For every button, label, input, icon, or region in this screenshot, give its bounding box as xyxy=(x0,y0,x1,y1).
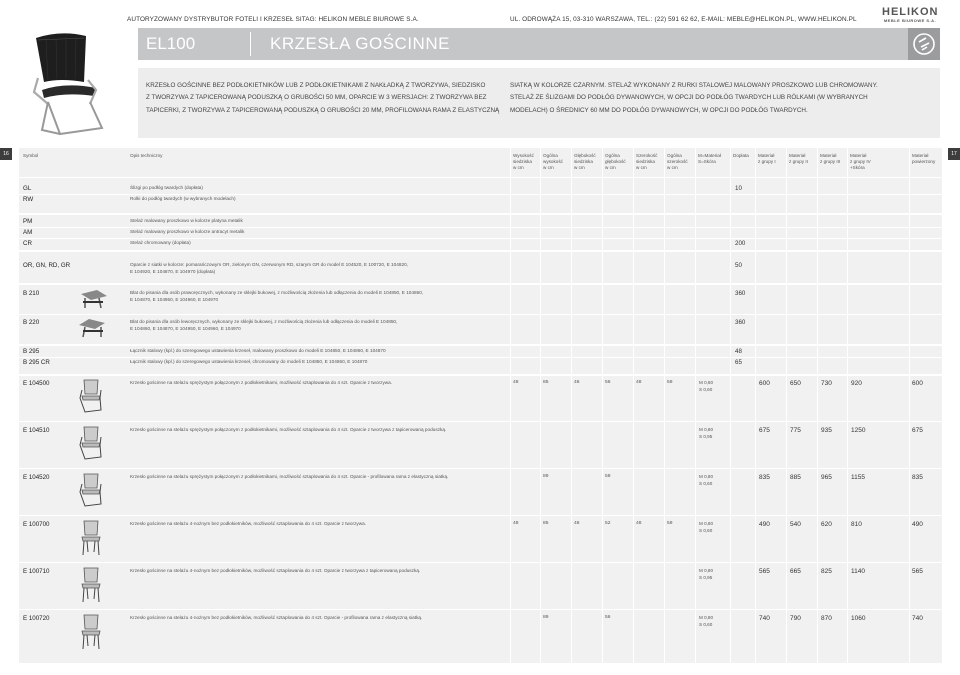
option-desc: Stelaż malowany proszkowo w kolorze antracyt metalik xyxy=(130,229,245,234)
material-line: S 0,95 xyxy=(699,574,713,580)
material-line: M 0,80 xyxy=(699,568,714,573)
option-symbol: GL xyxy=(23,185,32,192)
product-dimension: 48 xyxy=(636,521,642,526)
product-symbol: E 104520 xyxy=(23,474,50,481)
product-price: 885 xyxy=(790,474,801,481)
col-ogolna-wys: Ogólna wysokość w cm xyxy=(543,153,563,170)
col-doplata: Dopłata xyxy=(733,153,749,158)
option-desc: Ślizgi po podłóg twardych (dopłata) xyxy=(130,185,203,190)
col-opis: Opis techniczny xyxy=(130,153,163,158)
option-symbol: B 295 xyxy=(23,348,40,355)
product-price: 490 xyxy=(912,521,923,528)
option-symbol: PM xyxy=(23,218,33,225)
option-desc: Łącznik stalowy (kpl.) do szeregowego ustawienia krzeseł, chromowany do modeli E 104850, E 104860, E 104870 xyxy=(130,359,368,364)
product-price: 965 xyxy=(821,474,832,481)
material-line: S 0,60 xyxy=(699,621,713,627)
desc-line: MODELACH) O ŚREDNICY 60 MM DO PODŁÓG DYWANOWYCH, W OPCJI DO PODŁÓG TWARDYCH. xyxy=(510,106,808,114)
contact-text: UL. ODROWĄŻA 15, 03-310 WARSZAWA, TEL.: (22) 591 62 62, E-MAIL: MEBLE@HELIKON.PL, WWW.HELIKON.PL xyxy=(510,16,857,23)
row-divider xyxy=(19,515,942,516)
product-price: 920 xyxy=(851,380,862,387)
col-ogolna-szer: Ogólna szerokość w cm xyxy=(667,153,688,170)
product-material-usage xyxy=(699,521,713,534)
material-line: S 0,95 xyxy=(699,433,713,439)
chair-thumbnail xyxy=(75,425,107,463)
product-price: 600 xyxy=(912,380,923,387)
product-price: 810 xyxy=(851,521,862,528)
option-symbol: RW xyxy=(23,196,34,203)
distributor-text: AUTORYZOWANY DYSTRYBUTOR FOTELI I KRZESEŁ SITAG: HELIKON MEBLE BIUROWE S.A. xyxy=(127,16,419,23)
option-symbol: AM xyxy=(23,229,33,236)
banner-divider xyxy=(250,32,251,56)
brand-icon xyxy=(908,28,940,60)
product-price: 620 xyxy=(821,521,832,528)
product-desc: Krzesło gościnne na stelażu sprężystym połączonym z podłokietnikami, możliwość sztaplowania do 4 szt. Oparcie z tworzywa. xyxy=(130,380,393,385)
col-group-4: Materiał z grupy IV +Skóra xyxy=(850,153,871,170)
product-dimension: 85 xyxy=(543,521,549,526)
product-price: 565 xyxy=(912,568,923,575)
product-material-usage xyxy=(699,380,713,393)
col-group-1: Materiał z grupy I xyxy=(758,153,776,164)
option-symbol: OR, GN, RD, GR xyxy=(23,262,71,269)
col-szer-siedz: Szerokość siedziska w cm xyxy=(636,153,658,170)
chair-thumbnail xyxy=(75,566,107,604)
option-surcharge: 50 xyxy=(735,262,742,269)
product-price: 1140 xyxy=(851,568,865,575)
product-price: 665 xyxy=(790,568,801,575)
desc-line: TAPICERKI, Z TWORZYWA Z TAPICEROWANĄ PODUSZKĄ O GRUBOŚCI 20 MM, PROFILOWANA RAMA Z ELASTYCZNĄ xyxy=(146,106,500,114)
product-desc: Krzesło gościnne na stelażu sprężystym połączonym z podłokietnikami, możliwość sztaplowania do 4 szt. Oparcie - profilowana rama z elastyczną siatką. xyxy=(130,474,449,479)
page-number-right: 17 xyxy=(948,148,960,160)
option-desc: Blat do pisania dla osób praworęcznych, wykonany ze sklejki bukowej, z możliwością złożenia lub odłączenia do modeli E 104850, E 104860, E 104870, E 104950, E 104960, E 104970 xyxy=(130,290,424,302)
desc-line: KRZESŁO GOŚCINNE BEZ PODŁOKIETNIKÓW LUB Z PODŁOKIETNIKAMI Z NAKŁADKĄ Z TWORZYWA, SIEDZISKO xyxy=(146,82,486,89)
option-symbol: B 295 CR xyxy=(23,359,50,366)
product-price: 1250 xyxy=(851,427,866,434)
product-material-usage xyxy=(699,427,713,440)
chair-thumbnail xyxy=(75,519,107,557)
product-price: 1155 xyxy=(851,474,865,481)
product-desc: Krzesło gościnne na stelażu sprężystym połączonym z podłokietnikami, możliwość sztaplowania do 4 szt. Oparcie z tworzywa z tapicerowaną poduszką. xyxy=(130,427,447,432)
chair-thumbnail xyxy=(75,613,107,651)
option-desc: Stelaż chromowany (dopłata) xyxy=(130,240,191,245)
desc-line: STELAŻ ZE ŚLIZGAMI DO PODŁÓG DYWANOWYCH, W OPCJI DO PODŁÓG TWARDYCH LUB RÓLKAMI (W WYBRANYCH xyxy=(510,94,868,102)
col-powierzony: Materiał powierzony xyxy=(912,153,936,164)
row-divider xyxy=(19,421,942,422)
material-line: M 0,80 xyxy=(699,474,714,479)
option-desc: Rolki do podłóg twardych (w wybranych modelach) xyxy=(130,196,236,201)
option-surcharge: 360 xyxy=(735,290,746,297)
product-symbol: E 100720 xyxy=(23,615,50,622)
product-dimension: 89 xyxy=(543,615,549,620)
option-surcharge: 10 xyxy=(735,185,742,192)
product-material-usage xyxy=(699,568,713,581)
product-desc: Krzesło gościnne na stelażu 4-nożnym bez podłokietników, możliwość sztaplowania do 4 szt. Oparcie - profilowana rama z elastyczną siatką. xyxy=(130,615,423,620)
option-surcharge: 360 xyxy=(735,319,746,326)
row-divider xyxy=(19,562,942,563)
option-surcharge: 65 xyxy=(735,359,742,366)
option-symbol: B 210 xyxy=(23,290,40,297)
product-price: 790 xyxy=(790,615,801,622)
material-line: M 0,80 xyxy=(699,521,714,526)
product-price: 490 xyxy=(759,521,770,528)
product-price: 825 xyxy=(821,568,832,575)
col-wys-siedz: Wysokość siedziska w cm xyxy=(513,153,534,170)
model-code: EL100 xyxy=(146,34,196,53)
product-dimension: 48 xyxy=(636,380,642,385)
material-line: M 0,80 xyxy=(699,615,714,620)
product-price: 935 xyxy=(821,427,832,434)
product-price: 675 xyxy=(912,427,923,434)
product-dimension: 46 xyxy=(574,521,580,526)
product-dimension: 52 xyxy=(605,521,611,526)
product-desc: Krzesło gościnne na stelażu 4-nożnym bez podłokietników, możliwość sztaplowania do 4 szt. Oparcie z tworzywa. xyxy=(130,521,367,526)
description-left xyxy=(146,80,499,117)
product-dimension: 59 xyxy=(667,521,673,526)
option-desc: Blat do pisania dla osób leworęcznych, wykonany ze sklejki bukowej, z możliwością złożenia lub odłączenia do modeli E 104850, E 104860, E 104870, E 104950, E 104960, E 104970 xyxy=(130,319,398,331)
product-dimension: 85 xyxy=(543,380,549,385)
product-price: 835 xyxy=(912,474,923,481)
category-title: KRZESŁA GOŚCINNE xyxy=(270,34,450,53)
col-material: M=Materiał S=Skóra xyxy=(698,153,721,164)
title-banner xyxy=(138,28,940,60)
product-price: 675 xyxy=(759,427,770,434)
writing-tablet-right-image xyxy=(77,288,109,310)
product-dimension: 56 xyxy=(605,615,611,620)
col-group-3: Materiał z grupy III xyxy=(820,153,841,164)
row-divider xyxy=(19,609,942,610)
description-right xyxy=(510,80,878,117)
product-desc: Krzesło gościnne na stelażu 4-nożnym bez podłokietników, możliwość sztaplowania do 4 szt. Oparcie z tworzywa z tapicerowaną poduszką. xyxy=(130,568,421,573)
material-line: M 0,80 xyxy=(699,427,714,432)
product-price: 740 xyxy=(912,615,923,622)
material-line: M 0,80 xyxy=(699,380,714,385)
product-price: 565 xyxy=(759,568,770,575)
price-table xyxy=(19,148,942,663)
product-symbol: E 104500 xyxy=(23,380,50,387)
col-gleb-siedz: Głębokość siedziska w cm xyxy=(574,153,596,170)
chair-hero-image xyxy=(26,30,106,140)
col-ogolna-gleb: Ogólna głębokość w cm xyxy=(605,153,626,170)
page-number-left: 16 xyxy=(0,148,12,160)
description-panel xyxy=(138,68,940,138)
product-price: 740 xyxy=(759,615,770,622)
option-desc: Stelaż malowany proszkowo w kolorze platyna metalik xyxy=(130,218,243,223)
product-dimension: 46 xyxy=(574,380,580,385)
material-line: S 0,60 xyxy=(699,480,713,486)
chair-thumbnail xyxy=(75,378,107,416)
logo-sub: MEBLE BIUROWE S.A. xyxy=(883,18,937,23)
chair-thumbnail xyxy=(75,472,107,510)
product-dimension: 58 xyxy=(605,474,611,479)
product-price: 1060 xyxy=(851,615,866,622)
product-symbol: E 100710 xyxy=(23,568,50,575)
col-group-2: Materiał z grupy II xyxy=(789,153,808,164)
material-line: S 0,60 xyxy=(699,527,713,533)
product-dimension: 59 xyxy=(667,380,673,385)
desc-line: Z TWORZYWA Z TAPICEROWANĄ PODUSZKĄ O GRUBOŚCI 50 MM, OPARCIE W 3 WERSJACH: Z TWORZYWA BEZ xyxy=(146,94,487,102)
product-price: 650 xyxy=(790,380,801,387)
product-dimension: 89 xyxy=(543,474,549,479)
product-dimension: 48 xyxy=(513,521,519,526)
row-divider xyxy=(19,468,942,469)
option-surcharge: 48 xyxy=(735,348,742,355)
product-price: 600 xyxy=(759,380,770,387)
col-symbol: Symbol xyxy=(23,153,39,158)
product-price: 540 xyxy=(790,521,801,528)
product-material-usage xyxy=(699,474,713,487)
option-symbol: CR xyxy=(23,240,32,247)
product-price: 835 xyxy=(759,474,770,481)
material-line: S 0,60 xyxy=(699,386,713,392)
product-price: 870 xyxy=(821,615,832,622)
product-price: 730 xyxy=(821,380,832,387)
option-desc: Łącznik stalowy (kpl.) do szeregowego ustawienia krzeseł, malowany proszkowo do modeli E 104850, E 104860, E 104870 xyxy=(130,348,386,353)
product-dimension: 56 xyxy=(605,380,611,385)
product-price: 775 xyxy=(790,427,801,434)
option-surcharge: 200 xyxy=(735,240,746,247)
writing-tablet-left-image xyxy=(77,317,109,339)
product-material-usage xyxy=(699,615,713,628)
product-symbol: E 104510 xyxy=(23,427,50,434)
logo-name: HELIKON xyxy=(882,6,939,18)
option-desc: Oparcie z siatki w kolorze: pomarańczowym OR, zielonym GN, czerwonym RD, szarym GR do model E 104520, E 100720, E 104820, E 104920, E 104870, E 104970 (dopłata) xyxy=(130,262,408,274)
product-dimension: 48 xyxy=(513,380,519,385)
product-symbol: E 100700 xyxy=(23,521,50,528)
option-symbol: B 220 xyxy=(23,319,40,326)
desc-line: SIATKĄ W KOLORZE CZARNYM. STELAŻ WYKONANY Z RURKI STALOWEJ MALOWANY PROSZKOWO LUB CHROMOWANY. xyxy=(510,82,878,89)
helikon-logo xyxy=(882,6,938,26)
